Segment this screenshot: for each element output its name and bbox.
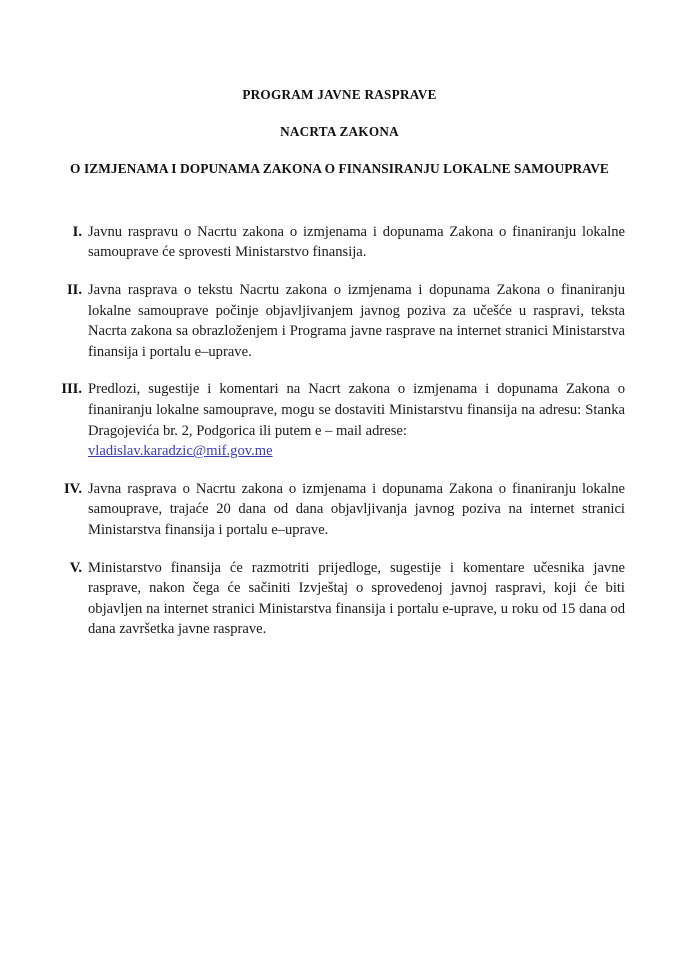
item-text: Predlozi, sugestije i komentari na Nacrt zakona o izmjenama i dopunama Zakona o finaniranju lokalne samouprave, mogu se dostaviti Ministarstvu finansija na adresu: Stanka Dragojevića br. 2, Podgorica ili putem e – mail adrese: — [88, 381, 625, 439]
page-blank-area — [54, 640, 625, 960]
email-line-wrapper — [88, 441, 625, 462]
email-link[interactable]: vladislav.karadzic@mif.gov.me — [88, 443, 273, 460]
list-item — [54, 558, 625, 640]
item-numeral: I. — [72, 223, 82, 240]
list-item — [54, 379, 625, 461]
page-title: PROGRAM JAVNE RASPRAVE — [242, 87, 437, 102]
item-text-with-email — [88, 379, 625, 461]
item-text: Javna rasprava o Nacrtu zakona o izmjenama i dopunama Zakona o finaniranju lokalne samouprave, trajaće 20 dana od dana objavljivanja javnog poziva na internet stranici Ministarstva finansija i portalu e–uprave. — [88, 480, 625, 538]
numbered-items-list — [54, 222, 625, 640]
list-item — [54, 280, 625, 362]
item-numeral: III. — [61, 381, 82, 398]
list-item — [54, 222, 625, 263]
page-subtitle: NACRTA ZAKONA — [280, 124, 399, 140]
item-numeral: II. — [66, 282, 82, 298]
item-text: Ministarstvo finansija će razmotriti prijedloge, sugestije i komentare učesnika javne rasprave, nakon čega će sačiniti Izvještaj o sprovedenoj javnoj raspravi, koji će biti objavljen na internet stranici Ministarstva finansija i portalu e-uprave, u roku od 15 dana od dana završetka javne rasprave. — [88, 559, 625, 638]
item-text: Javnu raspravu o Nacrtu zakona o izmjenama i dopunama Zakona o finaniranju lokalne samouprave će sprovesti Ministarstvo finansija. — [88, 223, 625, 261]
list-item — [54, 479, 625, 541]
item-numeral: IV. — [64, 480, 82, 497]
item-text: Javna rasprava o tekstu Nacrtu zakona o izmjenama i dopunama Zakona o finaniranju lokalne samouprave počinje objavljivanjem javnog poziva za učešće u raspravi, teksta Nacrta zakona sa obrazloženjem i Programa javne rasprave na internet stranici Ministarstva finansija i portalu e–uprave. — [88, 282, 625, 360]
page-subtitle-secondary: O IZMJENAMA I DOPUNAMA ZAKONA O FINANSIRANJU LOKALNE SAMOUPRAVE — [70, 161, 609, 177]
document-title-block — [54, 88, 625, 176]
item-numeral: V. — [69, 559, 82, 576]
